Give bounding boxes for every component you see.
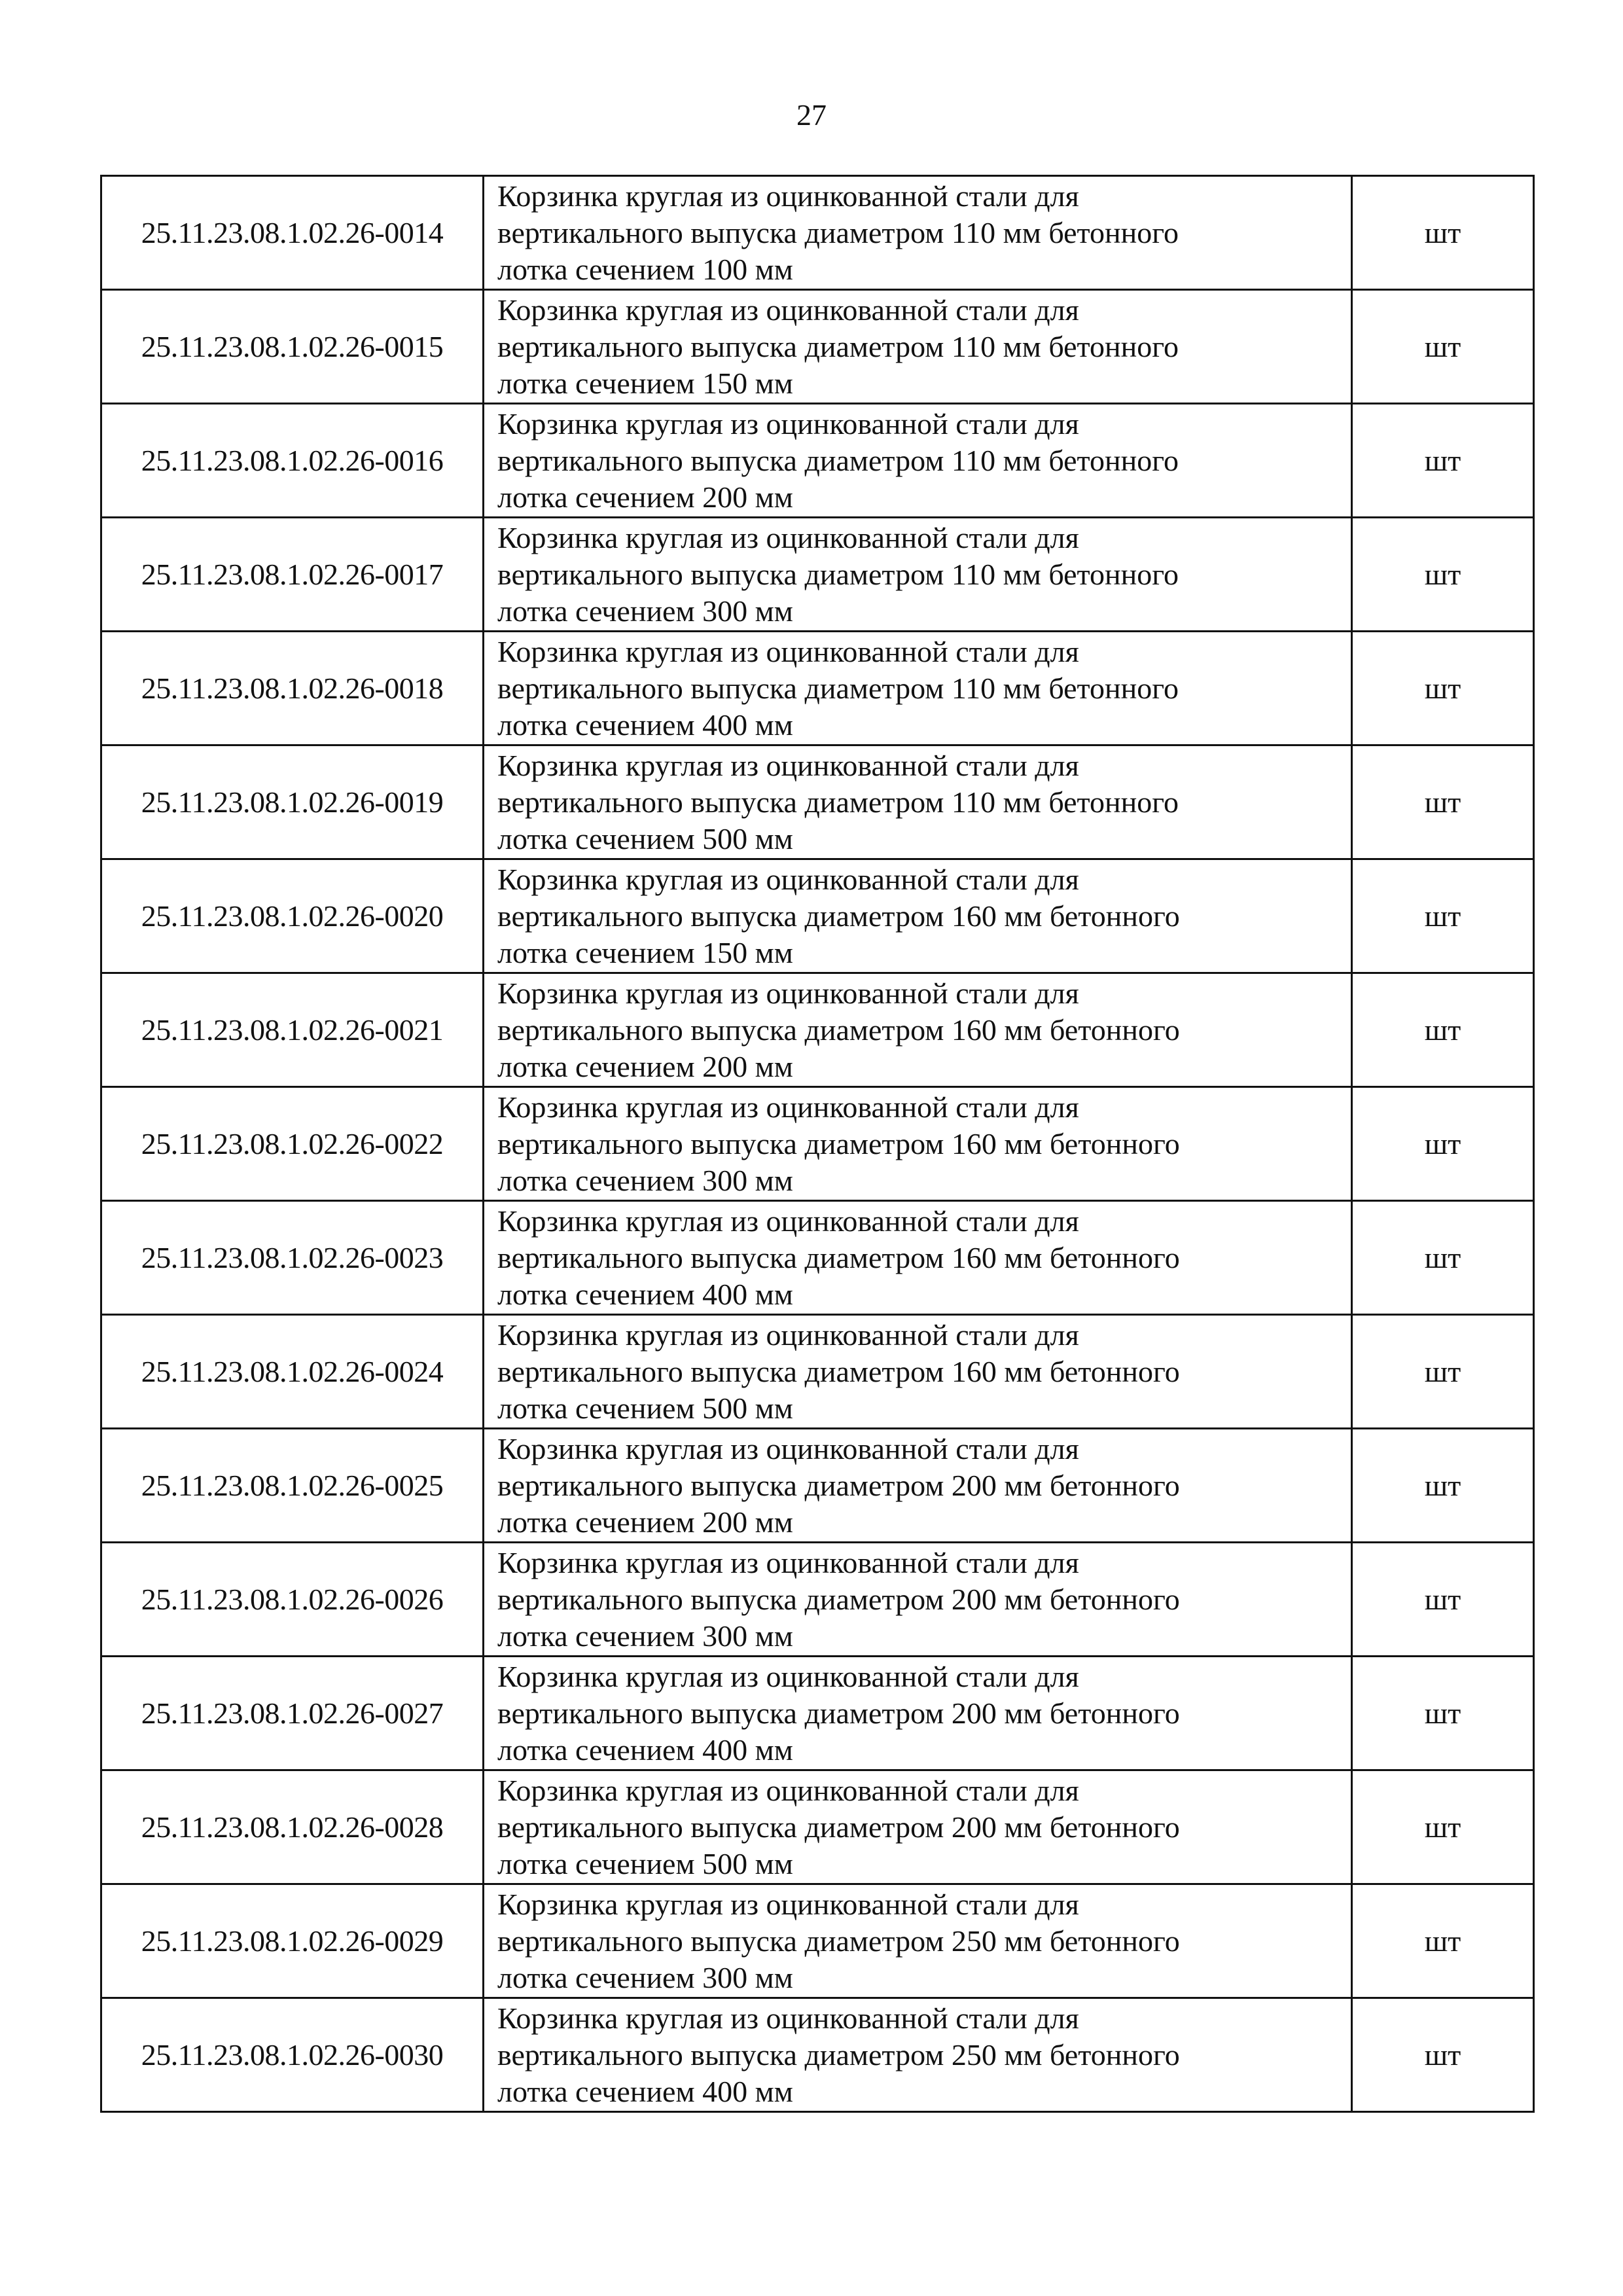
resource-code: 25.11.23.08.1.02.26-0020 — [101, 859, 484, 973]
resource-code: 25.11.23.08.1.02.26-0019 — [101, 745, 484, 859]
unit-of-measure: шт — [1352, 745, 1534, 859]
description-line: вертикального выпуска диаметром 110 мм бетонного — [497, 215, 1179, 249]
description-line: лотка сечением 300 мм — [497, 594, 793, 628]
description-line: Корзинка круглая из оцинкованной стали для — [497, 1887, 1079, 1921]
unit-of-measure: шт — [1352, 1770, 1534, 1884]
resource-description — [484, 518, 1352, 632]
table-row — [101, 518, 1534, 632]
resource-code: 25.11.23.08.1.02.26-0030 — [101, 1998, 484, 2112]
description-line: Корзинка круглая из оцинкованной стали для — [497, 520, 1079, 554]
description-line: лотка сечением 400 мм — [497, 1277, 793, 1311]
resource-code: 25.11.23.08.1.02.26-0027 — [101, 1657, 484, 1770]
unit-of-measure: шт — [1352, 632, 1534, 745]
unit-of-measure: шт — [1352, 1315, 1534, 1429]
description-line: Корзинка круглая из оцинкованной стали для — [497, 179, 1079, 213]
table-row — [101, 176, 1534, 290]
description-line: лотка сечением 500 мм — [497, 1391, 793, 1425]
resource-description — [484, 973, 1352, 1087]
resource-code: 25.11.23.08.1.02.26-0016 — [101, 404, 484, 518]
table-row — [101, 1770, 1534, 1884]
description-line: лотка сечением 500 мм — [497, 821, 793, 855]
resource-description — [484, 1315, 1352, 1429]
resource-description — [484, 1770, 1352, 1884]
resource-code: 25.11.23.08.1.02.26-0021 — [101, 973, 484, 1087]
resource-code: 25.11.23.08.1.02.26-0026 — [101, 1543, 484, 1657]
description-line: Корзинка круглая из оцинкованной стали для — [497, 1773, 1079, 1807]
resource-code: 25.11.23.08.1.02.26-0025 — [101, 1429, 484, 1543]
table-row — [101, 1201, 1534, 1315]
description-line: Корзинка круглая из оцинкованной стали для — [497, 1659, 1079, 1693]
resource-description — [484, 404, 1352, 518]
description-line: Корзинка круглая из оцинкованной стали для — [497, 976, 1079, 1010]
description-line: вертикального выпуска диаметром 110 мм бетонного — [497, 671, 1179, 705]
description-line: вертикального выпуска диаметром 160 мм бетонного — [497, 1354, 1180, 1388]
description-line: вертикального выпуска диаметром 160 мм бетонного — [497, 1126, 1180, 1160]
resource-code: 25.11.23.08.1.02.26-0023 — [101, 1201, 484, 1315]
resource-description — [484, 859, 1352, 973]
table-row — [101, 745, 1534, 859]
table-row — [101, 1429, 1534, 1543]
resource-description — [484, 1543, 1352, 1657]
table-row — [101, 1543, 1534, 1657]
unit-of-measure: шт — [1352, 518, 1534, 632]
unit-of-measure: шт — [1352, 1998, 1534, 2112]
description-line: Корзинка круглая из оцинкованной стали для — [497, 1318, 1079, 1352]
table-row — [101, 632, 1534, 745]
description-line: лотка сечением 300 мм — [497, 1960, 793, 1994]
resource-description — [484, 1429, 1352, 1543]
description-line: Корзинка круглая из оцинкованной стали для — [497, 1090, 1079, 1124]
resource-code: 25.11.23.08.1.02.26-0029 — [101, 1884, 484, 1998]
table-row — [101, 1315, 1534, 1429]
description-line: вертикального выпуска диаметром 200 мм бетонного — [497, 1696, 1180, 1730]
table-body — [101, 176, 1534, 2112]
resource-code: 25.11.23.08.1.02.26-0022 — [101, 1087, 484, 1201]
resource-code: 25.11.23.08.1.02.26-0028 — [101, 1770, 484, 1884]
resource-code: 25.11.23.08.1.02.26-0017 — [101, 518, 484, 632]
resource-description — [484, 632, 1352, 745]
description-line: лотка сечением 300 мм — [497, 1619, 793, 1653]
description-line: вертикального выпуска диаметром 160 мм бетонного — [497, 1013, 1180, 1047]
description-line: вертикального выпуска диаметром 200 мм бетонного — [497, 1468, 1180, 1502]
description-line: вертикального выпуска диаметром 250 мм бетонного — [497, 1924, 1180, 1958]
description-line: лотка сечением 200 мм — [497, 480, 793, 514]
unit-of-measure: шт — [1352, 1543, 1534, 1657]
resource-description — [484, 1998, 1352, 2112]
description-line: лотка сечением 200 мм — [497, 1505, 793, 1539]
description-line: Корзинка круглая из оцинкованной стали для — [497, 293, 1079, 327]
description-line: вертикального выпуска диаметром 110 мм бетонного — [497, 329, 1179, 363]
description-line: Корзинка круглая из оцинкованной стали для — [497, 634, 1079, 668]
table-row — [101, 859, 1534, 973]
table-row — [101, 1087, 1534, 1201]
description-line: лотка сечением 200 мм — [497, 1049, 793, 1083]
resource-description — [484, 1087, 1352, 1201]
resource-code: 25.11.23.08.1.02.26-0014 — [101, 176, 484, 290]
description-line: вертикального выпуска диаметром 160 мм бетонного — [497, 1240, 1180, 1274]
resource-description — [484, 1201, 1352, 1315]
description-line: лотка сечением 300 мм — [497, 1163, 793, 1197]
description-line: Корзинка круглая из оцинкованной стали для — [497, 1204, 1079, 1238]
description-line: вертикального выпуска диаметром 200 мм бетонного — [497, 1582, 1180, 1616]
description-line: лотка сечением 400 мм — [497, 2074, 793, 2108]
unit-of-measure: шт — [1352, 404, 1534, 518]
description-line: вертикального выпуска диаметром 160 мм бетонного — [497, 899, 1180, 933]
description-line: лотка сечением 100 мм — [497, 252, 793, 286]
unit-of-measure: шт — [1352, 973, 1534, 1087]
description-line: Корзинка круглая из оцинкованной стали для — [497, 862, 1079, 896]
description-line: Корзинка круглая из оцинкованной стали для — [497, 406, 1079, 440]
resource-description — [484, 176, 1352, 290]
description-line: вертикального выпуска диаметром 250 мм бетонного — [497, 2037, 1180, 2072]
unit-of-measure: шт — [1352, 176, 1534, 290]
resource-description — [484, 1884, 1352, 1998]
table-row — [101, 973, 1534, 1087]
table-row — [101, 404, 1534, 518]
unit-of-measure: шт — [1352, 1884, 1534, 1998]
table-row — [101, 1884, 1534, 1998]
resource-code: 25.11.23.08.1.02.26-0024 — [101, 1315, 484, 1429]
unit-of-measure: шт — [1352, 859, 1534, 973]
description-line: Корзинка круглая из оцинкованной стали для — [497, 748, 1079, 782]
description-line: Корзинка круглая из оцинкованной стали для — [497, 2001, 1079, 2035]
unit-of-measure: шт — [1352, 290, 1534, 404]
description-line: вертикального выпуска диаметром 110 мм бетонного — [497, 443, 1179, 477]
description-line: вертикального выпуска диаметром 110 мм бетонного — [497, 557, 1179, 591]
unit-of-measure: шт — [1352, 1087, 1534, 1201]
description-line: вертикального выпуска диаметром 110 мм бетонного — [497, 785, 1179, 819]
table-row — [101, 290, 1534, 404]
resource-code: 25.11.23.08.1.02.26-0018 — [101, 632, 484, 745]
resource-description — [484, 1657, 1352, 1770]
table-row — [101, 1657, 1534, 1770]
description-line: Корзинка круглая из оцинкованной стали для — [497, 1545, 1079, 1579]
description-line: лотка сечением 400 мм — [497, 1732, 793, 1767]
unit-of-measure: шт — [1352, 1201, 1534, 1315]
page-number: 27 — [796, 98, 827, 132]
description-line: вертикального выпуска диаметром 200 мм бетонного — [497, 1810, 1180, 1844]
resource-description — [484, 745, 1352, 859]
description-line: Корзинка круглая из оцинкованной стали для — [497, 1431, 1079, 1465]
description-line: лотка сечением 400 мм — [497, 708, 793, 742]
resource-code: 25.11.23.08.1.02.26-0015 — [101, 290, 484, 404]
description-line: лотка сечением 500 мм — [497, 1846, 793, 1880]
description-line: лотка сечением 150 мм — [497, 366, 793, 400]
resource-description — [484, 290, 1352, 404]
unit-of-measure: шт — [1352, 1657, 1534, 1770]
resource-table — [100, 175, 1535, 2113]
description-line: лотка сечением 150 мм — [497, 935, 793, 969]
unit-of-measure: шт — [1352, 1429, 1534, 1543]
table-row — [101, 1998, 1534, 2112]
